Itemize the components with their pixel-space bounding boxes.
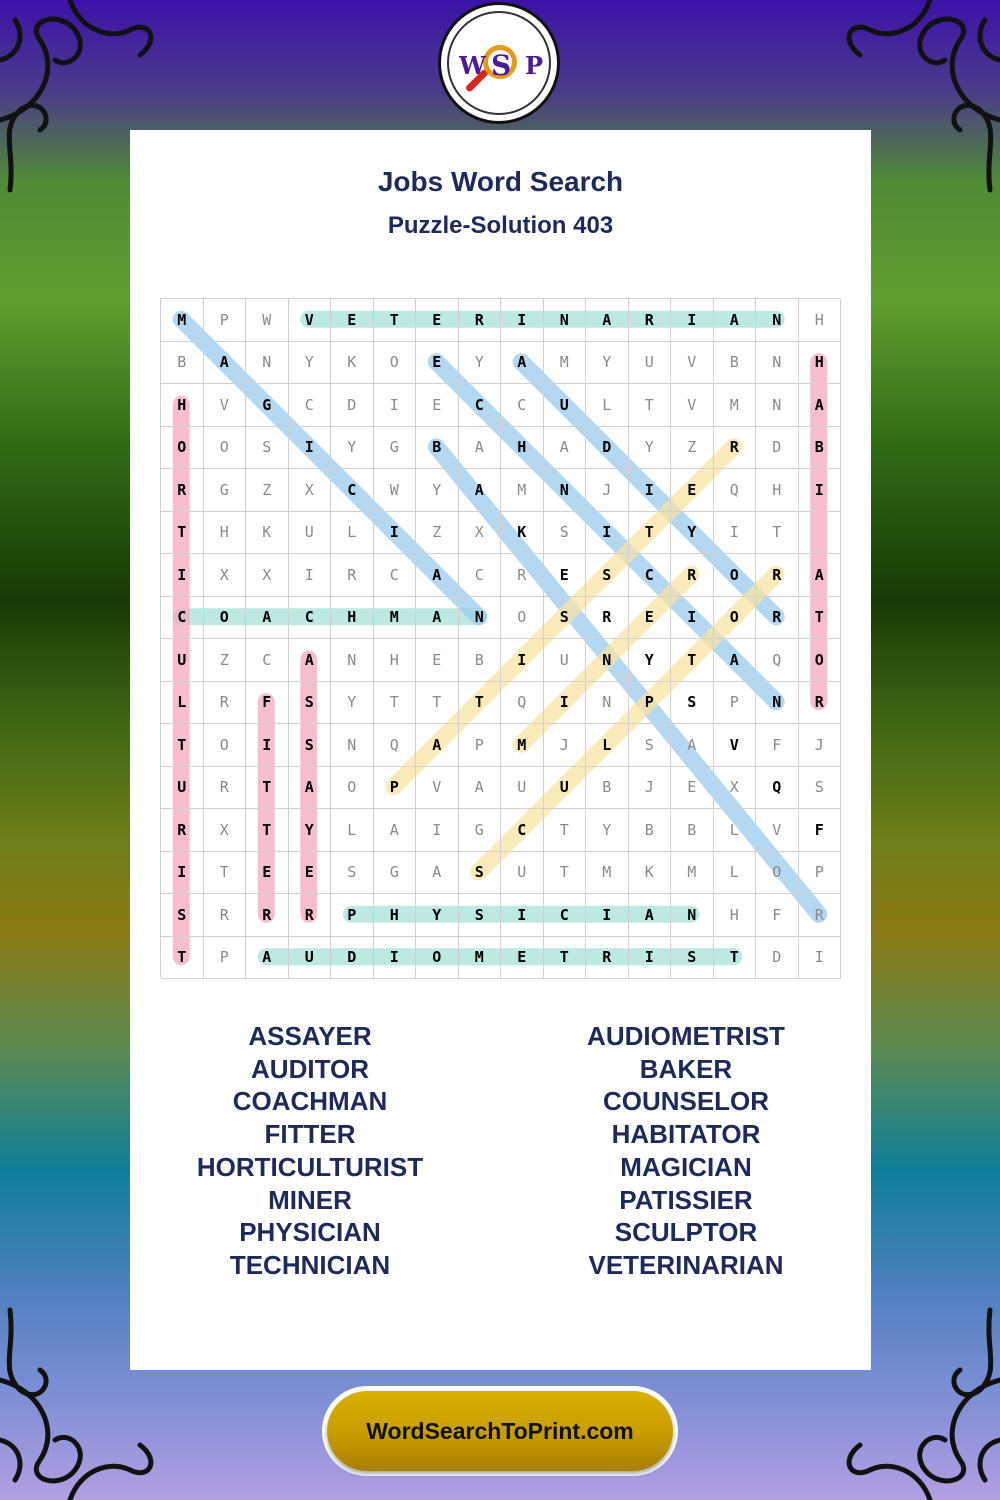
grid-cell: C bbox=[459, 554, 502, 597]
grid-cell: H bbox=[799, 299, 842, 342]
grid-cell: I bbox=[374, 937, 417, 980]
word-list-item: AUDITOR bbox=[251, 1053, 369, 1084]
grid-cell: Q bbox=[714, 469, 757, 512]
grid-cell: H bbox=[799, 342, 842, 385]
grid-cell: H bbox=[161, 384, 204, 427]
grid-cell: M bbox=[544, 342, 587, 385]
grid-cell: K bbox=[331, 342, 374, 385]
grid-cell: I bbox=[714, 512, 757, 555]
grid-cell: E bbox=[671, 767, 714, 810]
grid-cell: J bbox=[544, 724, 587, 767]
grid-cell: O bbox=[374, 342, 417, 385]
grid-cell: J bbox=[586, 469, 629, 512]
word-list-item: COUNSELOR bbox=[602, 1086, 770, 1117]
grid-cell: T bbox=[799, 597, 842, 640]
grid-cell: T bbox=[629, 384, 672, 427]
grid-cell: H bbox=[756, 469, 799, 512]
grid-cell: F bbox=[756, 724, 799, 767]
grid-cell: S bbox=[799, 767, 842, 810]
grid-cell: C bbox=[459, 384, 502, 427]
grid-cell: A bbox=[714, 639, 757, 682]
grid-cell: O bbox=[416, 937, 459, 980]
grid-cell: S bbox=[586, 554, 629, 597]
grid-cell: X bbox=[714, 767, 757, 810]
grid-cell: N bbox=[586, 682, 629, 725]
grid-cell: A bbox=[629, 894, 672, 937]
word-search-grid bbox=[160, 298, 840, 978]
grid-cell: R bbox=[246, 894, 289, 937]
grid-cell: D bbox=[756, 937, 799, 980]
grid-cell: R bbox=[756, 597, 799, 640]
grid-cell: T bbox=[204, 852, 247, 895]
grid-cell: X bbox=[459, 512, 502, 555]
grid-cell: U bbox=[289, 937, 332, 980]
grid-cell: I bbox=[374, 384, 417, 427]
grid-cell: T bbox=[544, 937, 587, 980]
grid-cell: L bbox=[714, 809, 757, 852]
grid-cell: Y bbox=[586, 342, 629, 385]
grid-cell: I bbox=[289, 554, 332, 597]
grid-cell: I bbox=[629, 469, 672, 512]
grid-cell: C bbox=[246, 639, 289, 682]
grid-cell: S bbox=[671, 937, 714, 980]
grid-cell: K bbox=[629, 852, 672, 895]
word-list-item: AUDIOMETRIST bbox=[587, 1021, 785, 1051]
grid-cell: D bbox=[586, 427, 629, 470]
grid-cell: S bbox=[289, 724, 332, 767]
grid-cell: Y bbox=[331, 427, 374, 470]
grid-cell: I bbox=[544, 682, 587, 725]
grid-cell: R bbox=[161, 809, 204, 852]
grid-cell: A bbox=[416, 724, 459, 767]
grid-cell: A bbox=[799, 554, 842, 597]
grid-cell: T bbox=[374, 682, 417, 725]
grid-cell: A bbox=[671, 724, 714, 767]
grid-cell: R bbox=[331, 554, 374, 597]
grid-cell: Q bbox=[374, 724, 417, 767]
grid-cell: O bbox=[331, 767, 374, 810]
grid-cell: T bbox=[246, 767, 289, 810]
grid-cell: E bbox=[416, 639, 459, 682]
grid-cell: O bbox=[161, 427, 204, 470]
grid-cell: V bbox=[756, 809, 799, 852]
puzzle-card bbox=[130, 130, 871, 1370]
grid-cell: Z bbox=[671, 427, 714, 470]
grid-cell: N bbox=[671, 894, 714, 937]
grid-cell: C bbox=[629, 554, 672, 597]
grid-cell: Y bbox=[629, 639, 672, 682]
grid-cell: N bbox=[544, 299, 587, 342]
grid-cell: Y bbox=[289, 342, 332, 385]
grid-cell: A bbox=[586, 299, 629, 342]
grid-cell: T bbox=[416, 682, 459, 725]
site-url[interactable]: WordSearchToPrint.com bbox=[327, 1391, 673, 1471]
grid-cell: M bbox=[501, 469, 544, 512]
grid-cell: I bbox=[671, 299, 714, 342]
grid-cell: T bbox=[161, 937, 204, 980]
grid-cell: Y bbox=[586, 809, 629, 852]
grid-cell: A bbox=[459, 427, 502, 470]
grid-cell: J bbox=[799, 724, 842, 767]
word-list-item: HABITATOR bbox=[611, 1119, 761, 1150]
grid-cell: R bbox=[204, 682, 247, 725]
grid-cell: X bbox=[204, 554, 247, 597]
grid-cell: B bbox=[629, 809, 672, 852]
grid-cell: M bbox=[459, 937, 502, 980]
grid-cell: U bbox=[544, 639, 587, 682]
grid-cell: O bbox=[204, 597, 247, 640]
grid-cell: F bbox=[246, 682, 289, 725]
grid-cell: R bbox=[289, 894, 332, 937]
grid-cell: U bbox=[629, 342, 672, 385]
grid-cell: U bbox=[501, 852, 544, 895]
grid-cell: W bbox=[374, 469, 417, 512]
grid-cell: C bbox=[161, 597, 204, 640]
grid-cell: G bbox=[374, 427, 417, 470]
grid-cell: L bbox=[714, 852, 757, 895]
grid-cell: C bbox=[289, 384, 332, 427]
grid-cell: P bbox=[799, 852, 842, 895]
grid-cell: X bbox=[204, 809, 247, 852]
grid-cell: T bbox=[671, 639, 714, 682]
word-list-item: PHYSICIAN bbox=[239, 1217, 381, 1248]
grid-cell: O bbox=[714, 554, 757, 597]
grid-cell: H bbox=[331, 597, 374, 640]
word-list-item: ASSAYER bbox=[248, 1021, 372, 1051]
grid-cell: B bbox=[799, 427, 842, 470]
grid-cell: N bbox=[246, 342, 289, 385]
grid-cell: C bbox=[501, 809, 544, 852]
grid-cell: V bbox=[671, 384, 714, 427]
grid-cell: Y bbox=[289, 809, 332, 852]
grid-cell: E bbox=[331, 299, 374, 342]
grid-cell: B bbox=[586, 767, 629, 810]
grid-cell: E bbox=[416, 342, 459, 385]
logo-letter: W bbox=[459, 51, 486, 80]
grid-cell: Q bbox=[756, 767, 799, 810]
grid-cell: Y bbox=[416, 894, 459, 937]
grid-cell: I bbox=[374, 512, 417, 555]
grid-cell: I bbox=[501, 299, 544, 342]
grid-cell: R bbox=[586, 597, 629, 640]
grid-cell: T bbox=[459, 682, 502, 725]
grid-cell: Y bbox=[416, 469, 459, 512]
page-subtitle: Puzzle-Solution 403 bbox=[387, 212, 614, 239]
grid-cell: I bbox=[161, 852, 204, 895]
grid-cell: A bbox=[416, 597, 459, 640]
grid-cell: A bbox=[246, 937, 289, 980]
grid-cell: N bbox=[756, 682, 799, 725]
grid-cell: H bbox=[714, 894, 757, 937]
grid-cell: X bbox=[246, 554, 289, 597]
grid-cell: G bbox=[204, 469, 247, 512]
word-list-item: COACHMAN bbox=[232, 1086, 388, 1117]
grid-cell: A bbox=[459, 767, 502, 810]
word-list-left bbox=[130, 1020, 490, 1282]
footer-link[interactable] bbox=[322, 1386, 678, 1476]
grid-cell: A bbox=[374, 809, 417, 852]
grid-cell: S bbox=[289, 682, 332, 725]
grid-cell: E bbox=[544, 554, 587, 597]
word-list-item: BAKER bbox=[639, 1053, 733, 1084]
grid-cell: V bbox=[671, 342, 714, 385]
grid-cell: R bbox=[161, 469, 204, 512]
grid-cell: T bbox=[161, 724, 204, 767]
grid-cell: T bbox=[544, 852, 587, 895]
grid-cell: S bbox=[544, 597, 587, 640]
grid-cell: F bbox=[799, 809, 842, 852]
grid-cell: Y bbox=[671, 512, 714, 555]
grid-cell: A bbox=[799, 384, 842, 427]
grid-cell: C bbox=[374, 554, 417, 597]
grid-cell: R bbox=[459, 299, 502, 342]
grid-cell: D bbox=[331, 384, 374, 427]
grid-cell: O bbox=[714, 597, 757, 640]
grid-cell: W bbox=[246, 299, 289, 342]
grid-cell: X bbox=[289, 469, 332, 512]
grid-cell: N bbox=[459, 597, 502, 640]
grid-cell: G bbox=[246, 384, 289, 427]
word-list-item: HORTICULTURIST bbox=[196, 1151, 424, 1182]
grid-cell: N bbox=[331, 724, 374, 767]
grid-cell: E bbox=[501, 937, 544, 980]
grid-cell: S bbox=[246, 427, 289, 470]
word-list-right bbox=[506, 1020, 866, 1282]
word-list-item: FITTER bbox=[264, 1119, 356, 1150]
grid-cell: U bbox=[544, 384, 587, 427]
grid-cell: S bbox=[459, 894, 502, 937]
logo-letter: S bbox=[491, 49, 512, 82]
grid-cell: M bbox=[501, 724, 544, 767]
grid-cell: R bbox=[501, 554, 544, 597]
grid-cell: E bbox=[671, 469, 714, 512]
grid-cell: R bbox=[204, 894, 247, 937]
grid-cell: E bbox=[416, 299, 459, 342]
grid-cell: B bbox=[459, 639, 502, 682]
grid-cell: I bbox=[671, 597, 714, 640]
grid-cell: M bbox=[671, 852, 714, 895]
grid-cell: N bbox=[756, 299, 799, 342]
word-list-item: PATISSIER bbox=[619, 1184, 753, 1215]
word-list-item: SCULPTOR bbox=[614, 1217, 758, 1248]
grid-cell: R bbox=[756, 554, 799, 597]
grid-cell: L bbox=[161, 682, 204, 725]
grid-cell: S bbox=[544, 512, 587, 555]
grid-cell: A bbox=[416, 554, 459, 597]
grid-cell: N bbox=[331, 639, 374, 682]
grid-cell: R bbox=[586, 937, 629, 980]
word-list-item: MINER bbox=[268, 1184, 352, 1215]
grid-cell: H bbox=[501, 427, 544, 470]
grid-cell: S bbox=[671, 682, 714, 725]
grid-cell: I bbox=[586, 894, 629, 937]
grid-cell: E bbox=[629, 597, 672, 640]
grid-cell: M bbox=[714, 384, 757, 427]
grid-cell: U bbox=[161, 639, 204, 682]
grid-cell: C bbox=[544, 894, 587, 937]
grid-cell: B bbox=[161, 342, 204, 385]
grid-cell bbox=[799, 512, 842, 555]
grid-cell: I bbox=[501, 639, 544, 682]
grid-cell: I bbox=[161, 554, 204, 597]
grid-cell: R bbox=[671, 554, 714, 597]
grid-cell: G bbox=[374, 852, 417, 895]
grid-cell: C bbox=[501, 384, 544, 427]
grid-cell: H bbox=[374, 894, 417, 937]
grid-cell: O bbox=[204, 724, 247, 767]
grid-cell: U bbox=[289, 512, 332, 555]
grid-cell: I bbox=[246, 724, 289, 767]
grid-cell: R bbox=[629, 299, 672, 342]
site-logo[interactable] bbox=[438, 2, 560, 124]
grid-cell: Z bbox=[416, 512, 459, 555]
grid-cell: U bbox=[161, 767, 204, 810]
grid-cell: A bbox=[416, 852, 459, 895]
grid-cell: V bbox=[714, 724, 757, 767]
grid-cell: Y bbox=[331, 682, 374, 725]
grid-cell: M bbox=[586, 852, 629, 895]
grid-cell: A bbox=[459, 469, 502, 512]
grid-cell: V bbox=[416, 767, 459, 810]
logo-letter: P bbox=[525, 51, 544, 80]
word-list-item: TECHNICIAN bbox=[229, 1249, 391, 1280]
page-title: Jobs Word Search bbox=[377, 166, 624, 197]
grid-cell: R bbox=[204, 767, 247, 810]
grid-cell: P bbox=[714, 682, 757, 725]
grid-cell: B bbox=[714, 342, 757, 385]
grid-cell: T bbox=[756, 512, 799, 555]
grid-cell: L bbox=[586, 724, 629, 767]
grid-cell: P bbox=[204, 299, 247, 342]
grid-cell: E bbox=[416, 384, 459, 427]
grid-cell: U bbox=[544, 767, 587, 810]
grid-cell: O bbox=[204, 427, 247, 470]
logo-badge bbox=[447, 11, 551, 115]
grid-cell: O bbox=[756, 852, 799, 895]
grid-cell: A bbox=[289, 767, 332, 810]
grid-cell: B bbox=[416, 427, 459, 470]
grid-cell: Z bbox=[204, 639, 247, 682]
grid-cell: R bbox=[799, 682, 842, 725]
grid-cell: Y bbox=[629, 427, 672, 470]
grid-cell: P bbox=[204, 937, 247, 980]
letter-cells bbox=[160, 298, 840, 978]
grid-cell: A bbox=[544, 427, 587, 470]
grid-cell: P bbox=[629, 682, 672, 725]
grid-cell: A bbox=[204, 342, 247, 385]
grid-cell: H bbox=[204, 512, 247, 555]
grid-cell: S bbox=[331, 852, 374, 895]
grid-cell: R bbox=[714, 427, 757, 470]
grid-cell: A bbox=[501, 342, 544, 385]
grid-cell: N bbox=[756, 342, 799, 385]
grid-cell: N bbox=[586, 639, 629, 682]
grid-cell: T bbox=[161, 512, 204, 555]
grid-cell: P bbox=[374, 767, 417, 810]
grid-cell: A bbox=[714, 299, 757, 342]
grid-cell: I bbox=[289, 427, 332, 470]
grid-cell: J bbox=[629, 767, 672, 810]
grid-cell: M bbox=[374, 597, 417, 640]
grid-cell: H bbox=[374, 639, 417, 682]
grid-cell: K bbox=[246, 512, 289, 555]
grid-cell: Q bbox=[501, 682, 544, 725]
grid-cell: U bbox=[501, 767, 544, 810]
grid-cell: T bbox=[374, 299, 417, 342]
grid-cell: A bbox=[246, 597, 289, 640]
grid-cell: B bbox=[671, 809, 714, 852]
grid-cell: N bbox=[756, 384, 799, 427]
grid-cell: C bbox=[331, 469, 374, 512]
grid-cell: M bbox=[161, 299, 204, 342]
grid-cell: V bbox=[204, 384, 247, 427]
grid-cell: Z bbox=[246, 469, 289, 512]
grid-cell: S bbox=[161, 894, 204, 937]
grid-cell: T bbox=[629, 512, 672, 555]
grid-cell: A bbox=[289, 639, 332, 682]
grid-cell: I bbox=[586, 512, 629, 555]
grid-cell: I bbox=[501, 894, 544, 937]
grid-cell: D bbox=[331, 937, 374, 980]
word-list-item: MAGICIAN bbox=[620, 1151, 752, 1182]
grid-cell: S bbox=[629, 724, 672, 767]
grid-cell: I bbox=[799, 937, 842, 980]
grid-cell: P bbox=[331, 894, 374, 937]
grid-cell: S bbox=[459, 852, 502, 895]
grid-cell: T bbox=[714, 937, 757, 980]
grid-cell: F bbox=[756, 894, 799, 937]
grid-cell: I bbox=[799, 469, 842, 512]
grid-cell: Y bbox=[459, 342, 502, 385]
grid-cell: N bbox=[544, 469, 587, 512]
grid-cell: P bbox=[459, 724, 502, 767]
word-list-item: VETERINARIAN bbox=[588, 1249, 784, 1280]
grid-cell: G bbox=[459, 809, 502, 852]
grid-cell: V bbox=[289, 299, 332, 342]
grid-cell: Q bbox=[756, 639, 799, 682]
grid-cell: T bbox=[246, 809, 289, 852]
grid-cell: D bbox=[756, 427, 799, 470]
grid-cell: T bbox=[544, 809, 587, 852]
grid-cell: C bbox=[289, 597, 332, 640]
grid-cell: I bbox=[416, 809, 459, 852]
grid-cell: L bbox=[331, 809, 374, 852]
grid-cell: L bbox=[331, 512, 374, 555]
grid-cell: E bbox=[246, 852, 289, 895]
grid-cell: O bbox=[501, 597, 544, 640]
grid-cell: L bbox=[586, 384, 629, 427]
grid-cell: O bbox=[799, 639, 842, 682]
grid-cell: I bbox=[629, 937, 672, 980]
grid-cell: K bbox=[501, 512, 544, 555]
grid-cell: E bbox=[289, 852, 332, 895]
grid-cell: R bbox=[799, 894, 842, 937]
